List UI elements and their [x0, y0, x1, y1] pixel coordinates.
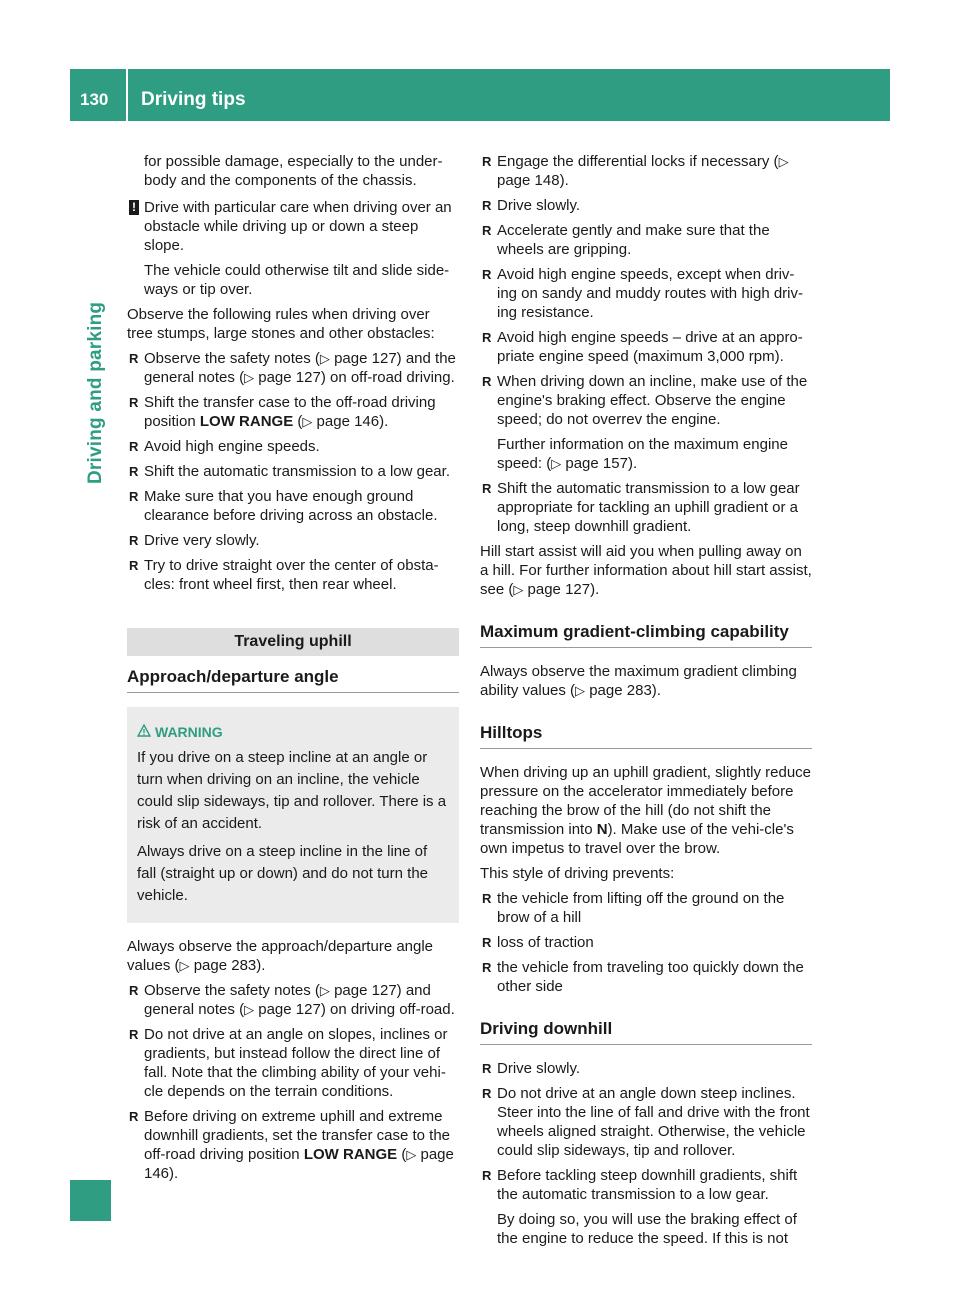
list-text: Accelerate gently and make sure that the wheels are gripping. — [497, 222, 770, 258]
list-text: Shift the transfer case to the off-road driving position — [144, 394, 436, 430]
page-reference-link[interactable]: page 146 — [144, 1146, 454, 1182]
bullet-icon: R — [482, 891, 492, 906]
list-item — [127, 487, 459, 525]
bullet-icon: R — [129, 489, 139, 504]
list-text: When driving down an incline, make use of the engine's braking effect. Observe the engine speed; do not overrev the engine. — [497, 373, 808, 428]
paragraph-text: ). — [651, 682, 661, 699]
xref-arrow-icon: ▷ — [778, 154, 789, 169]
list-item — [127, 437, 459, 456]
list-text: ) on driving off-road. — [320, 1001, 455, 1018]
list-item — [480, 196, 812, 215]
bullet-icon: R — [482, 154, 492, 169]
bullet-icon: R — [482, 960, 492, 975]
list-text: ) and the general notes ( — [144, 350, 456, 386]
list-text: Further information on the maximum engine speed: ( — [497, 436, 788, 472]
bullet-icon: R — [482, 1061, 492, 1076]
notice-text-2: The vehicle could otherwise tilt and slide side-ways or tip over. — [144, 262, 450, 298]
page-reference-link[interactable]: page 283 — [589, 682, 652, 699]
list-text: Before tackling steep downhill gradients, shift the automatic transmission to a low gear. — [497, 1167, 798, 1203]
warning-text-2: Always drive on a steep incline in the line of fall (straight up or down) and do not turn the vehicle. — [137, 843, 429, 904]
section-heading: Driving downhill — [480, 1018, 812, 1045]
list-item — [127, 981, 459, 1019]
rules-intro: Observe the following rules when driving over tree stumps, large stones and other obstacles: — [127, 306, 435, 342]
list-item: R Shift the transfer case to the off-road driving position LOW RANGE (▷ page 146). — [129, 394, 436, 430]
emphasis-text: N — [596, 821, 608, 838]
list-text: Drive very slowly. — [144, 532, 260, 549]
bullet-icon: R — [482, 1168, 492, 1183]
list-text: Avoid high engine speeds – drive at an appro-priate engine speed (maximum 3,000 rpm). — [497, 329, 803, 365]
list-text: the vehicle from traveling too quickly down the other side — [497, 959, 804, 995]
list-text: Avoid high engine speeds, except when driv-ing on sandy and muddy routes with high driv-ing resistance. — [497, 266, 804, 321]
warning-box — [127, 707, 459, 923]
right-column — [480, 152, 812, 1254]
list-text: Observe the safety notes ( — [144, 982, 320, 999]
page-reference-link[interactable]: page 127 — [258, 369, 321, 386]
list-item — [480, 221, 812, 259]
left-column — [127, 152, 459, 1189]
bullet-icon: R — [482, 198, 492, 213]
list-item — [127, 349, 459, 387]
paragraph-text: Always observe the maximum gradient climbing ability values ( — [480, 663, 797, 699]
list-item — [480, 1059, 812, 1078]
emphasis-text: LOW RANGE — [199, 413, 294, 430]
list-text: ). — [169, 1165, 179, 1182]
warning-title — [137, 721, 449, 743]
side-tab-label: Driving and parking — [85, 301, 106, 484]
bullet-icon: R — [482, 1086, 492, 1101]
xref-arrow-icon: ▷ — [179, 958, 190, 973]
list-text: Do not drive at an angle down steep inclines. Steer into the line of fall and drive with the front wheels aligned straight. Otherwise, the vehicle could slip sideways, tip and rollover. — [497, 1085, 810, 1159]
list-item — [480, 933, 812, 952]
paragraph-text: ). — [590, 581, 600, 598]
list-subtext — [497, 435, 812, 473]
paragraph-text: ). Make use of the vehi-cle's own impetus to travel over the brow. — [480, 821, 794, 857]
page-title: Driving tips — [141, 89, 246, 110]
xref-arrow-icon: ▷ — [319, 351, 330, 366]
bullet-icon: R — [129, 439, 139, 454]
section-title-bar: Traveling uphill — [127, 628, 459, 656]
side-tab-marker — [70, 1180, 111, 1221]
xref-arrow-icon: ▷ — [575, 683, 586, 698]
list-text: ). — [627, 455, 638, 472]
list-item: R Before driving on extreme uphill and extreme downhill gradients, set the transfer case to the off-road driving position LOW RANGE (▷ page 146). — [129, 1108, 454, 1182]
list-item — [480, 1166, 812, 1248]
list-text: Before driving on extreme uphill and extreme downhill gradients, set the transfer case to the off-road driving position — [144, 1108, 451, 1163]
list-text: Do not drive at an angle on slopes, inclines or gradients, but instead follow the direct line of fall. Note that the climbing ability of your vehi-cle depends on the terrain conditions. — [144, 1026, 448, 1100]
page-reference-link[interactable]: page 148 — [497, 172, 560, 189]
paragraph-text: When driving up an uphill gradient, slightly reduce pressure on the accelerator immediately before reaching the brow of the hill (do not shift the transmission into — [480, 764, 812, 838]
section-heading: Hilltops — [480, 722, 812, 749]
bullet-icon: R — [482, 330, 492, 345]
list-text: ) and general notes ( — [144, 982, 431, 1018]
page-number: 130 — [80, 90, 109, 109]
page-reference-link[interactable]: page 157 — [565, 455, 628, 472]
hill-start-paragraph — [480, 542, 812, 599]
section-heading: Approach/departure angle — [127, 666, 459, 693]
bullet-icon: R — [129, 983, 139, 998]
xref-arrow-icon: ▷ — [319, 983, 330, 998]
list-item — [480, 479, 812, 536]
header-divider — [126, 69, 128, 121]
list-text: Shift the automatic transmission to a low gear. — [144, 463, 450, 480]
warning-label: WARNING — [155, 724, 223, 740]
list-item — [480, 1084, 812, 1160]
emphasis-text: LOW RANGE — [303, 1146, 398, 1163]
gradient-paragraph — [480, 662, 812, 700]
bullet-icon: R — [129, 395, 139, 410]
list-subtext: By doing so, you will use the braking effect of the engine to reduce the speed. If this is not — [497, 1211, 797, 1247]
list-item — [480, 889, 812, 927]
list-text: Observe the safety notes ( — [144, 350, 320, 367]
list-item: R Engage the differential locks if necessary (▷ page 148). — [482, 153, 789, 189]
list-text: ). — [379, 413, 389, 430]
xref-arrow-icon: ▷ — [406, 1147, 417, 1162]
angles-paragraph — [127, 937, 459, 975]
list-text: Shift the automatic transmission to a low gear appropriate for tackling an uphill gradient or a long, steep downhill gradient. — [497, 480, 800, 535]
list-text: the vehicle from lifting off the ground on the brow of a hill — [497, 890, 785, 926]
list-item — [127, 462, 459, 481]
list-text: Drive slowly. — [497, 197, 581, 214]
list-text: Engage the differential locks if necessary — [497, 153, 770, 170]
notice-text: Drive with particular care when driving over an obstacle while driving up or down a steep slope. — [144, 199, 452, 254]
notice-block — [127, 198, 459, 299]
bullet-icon: R — [129, 1027, 139, 1042]
list-item — [480, 265, 812, 322]
list-text: Make sure that you have enough ground clearance before driving across an obstacle. — [144, 488, 438, 524]
bullet-icon: R — [482, 267, 492, 282]
page-reference-link[interactable]: page 127 — [527, 581, 591, 598]
exclamation-icon: ! — [129, 200, 139, 215]
page-reference-link[interactable]: page 146 — [316, 413, 380, 430]
bullet-icon: R — [129, 351, 139, 366]
list-text: ) on off-road driving. — [320, 369, 455, 386]
page-reference-link[interactable]: page 127 — [334, 982, 397, 999]
section-heading: Maximum gradient-climbing capability — [480, 621, 812, 648]
list-item — [127, 556, 459, 594]
xref-arrow-icon: ▷ — [244, 370, 255, 385]
bullet-icon: R — [482, 374, 492, 389]
prevents-intro: This style of driving prevents: — [480, 865, 675, 882]
paragraph-text: Hill start assist will aid you when pulling away on a hill. For further information about hill start assist, see ( — [480, 543, 812, 598]
page-reference-link[interactable]: page 127 — [258, 1001, 321, 1018]
list-text: loss of traction — [497, 934, 594, 951]
xref-arrow-icon: ▷ — [244, 1002, 255, 1017]
xref-arrow-icon: ▷ — [513, 582, 524, 597]
bullet-icon: R — [482, 481, 492, 496]
xref-arrow-icon: ▷ — [551, 456, 562, 471]
list-text: Try to drive straight over the center of obsta-cles: front wheel first, then rear wheel. — [144, 557, 439, 593]
paragraph-text: ). — [256, 957, 266, 974]
xref-arrow-icon: ▷ — [302, 414, 313, 429]
bullet-icon: R — [129, 533, 139, 548]
bullet-icon: R — [482, 223, 492, 238]
list-item — [480, 958, 812, 996]
list-text: ). — [559, 172, 569, 189]
bullet-icon: R — [129, 558, 139, 573]
intro-paragraph: for possible damage, especially to the under-body and the components of the chassis. — [144, 153, 443, 189]
warning-triangle-icon — [137, 724, 151, 737]
list-item — [127, 1025, 459, 1101]
list-text: Drive slowly. — [497, 1060, 581, 1077]
paragraph-text: Always observe the approach/departure angle values ( — [127, 938, 434, 974]
page-reference-link[interactable]: page 283 — [193, 957, 257, 974]
list-item — [127, 531, 459, 550]
list-item — [480, 372, 812, 473]
list-text: Avoid high engine speeds. — [144, 438, 320, 455]
hilltops-paragraph — [480, 763, 812, 858]
warning-text: If you drive on a steep incline at an angle or turn when driving on an incline, the vehicle could slip sideways, tip and rollover. There is a risk of an accident. — [137, 749, 447, 832]
bullet-icon: R — [482, 935, 492, 950]
page-reference-link[interactable]: page 127 — [334, 350, 397, 367]
bullet-icon: R — [129, 1109, 139, 1124]
bullet-icon: R — [129, 464, 139, 479]
list-item — [480, 328, 812, 366]
